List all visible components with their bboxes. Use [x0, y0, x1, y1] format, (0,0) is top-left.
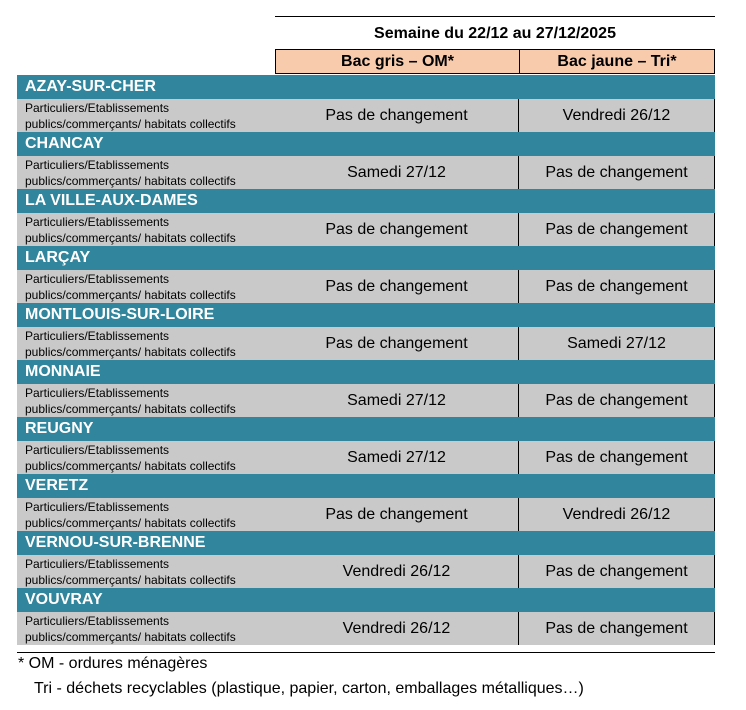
tri-cell: Samedi 27/12 [519, 327, 715, 360]
commune-header [17, 474, 715, 498]
commune-header [17, 417, 715, 441]
table-row [17, 213, 715, 246]
row-label-line1: Particuliers/Etablissements [25, 329, 170, 343]
row-label [17, 99, 275, 132]
table-row [17, 99, 715, 132]
om-cell: Pas de changement [275, 327, 519, 360]
commune-name: AZAY-SUR-CHER [25, 78, 156, 95]
table-row [17, 555, 715, 588]
commune-block [17, 132, 715, 189]
commune-block [17, 588, 715, 645]
commune-header [17, 360, 715, 384]
commune-block [17, 189, 715, 246]
commune-name: LA VILLE-AUX-DAMES [25, 192, 198, 209]
commune-name: LARÇAY [25, 249, 91, 266]
row-label-line2: publics/commerçants/ habitats collectifs [25, 345, 236, 359]
commune-block [17, 75, 715, 132]
row-label [17, 555, 275, 588]
tri-cell: Pas de changement [519, 441, 715, 474]
column-header-tri: Bac jaune – Tri* [519, 49, 715, 74]
commune-block [17, 360, 715, 417]
om-cell: Pas de changement [275, 498, 519, 531]
commune-block [17, 531, 715, 588]
om-cell: Vendredi 26/12 [275, 555, 519, 588]
table-row [17, 612, 715, 645]
commune-header [17, 132, 715, 156]
om-cell: Vendredi 26/12 [275, 612, 519, 645]
table-row [17, 327, 715, 360]
row-label-line1: Particuliers/Etablissements [25, 500, 170, 514]
row-label-line1: Particuliers/Etablissements [25, 272, 170, 286]
commune-header [17, 588, 715, 612]
row-label-line1: Particuliers/Etablissements [25, 386, 170, 400]
commune-header [17, 246, 715, 270]
commune-header [17, 75, 715, 99]
row-label-line2: publics/commerçants/ habitats collectifs [25, 288, 236, 302]
commune-name: MONNAIE [25, 363, 101, 380]
commune-name: VERETZ [25, 477, 89, 494]
commune-block [17, 417, 715, 474]
row-label [17, 156, 275, 189]
table-row [17, 498, 715, 531]
commune-name: CHANCAY [25, 135, 104, 152]
tri-cell: Pas de changement [519, 384, 715, 417]
row-label [17, 213, 275, 246]
commune-name: VOUVRAY [25, 591, 103, 608]
tri-cell: Pas de changement [519, 156, 715, 189]
row-label [17, 270, 275, 303]
row-label-line2: publics/commerçants/ habitats collectifs [25, 231, 236, 245]
commune-name: VERNOU-SUR-BRENNE [25, 534, 206, 551]
row-label [17, 612, 275, 645]
commune-header [17, 303, 715, 327]
table-row [17, 156, 715, 189]
tri-cell: Pas de changement [519, 213, 715, 246]
tri-cell: Pas de changement [519, 612, 715, 645]
row-label-line2: publics/commerçants/ habitats collectifs [25, 459, 236, 473]
table-row [17, 384, 715, 417]
row-label-line1: Particuliers/Etablissements [25, 443, 170, 457]
commune-block [17, 246, 715, 303]
row-label-line2: publics/commerçants/ habitats collectifs [25, 516, 236, 530]
tri-cell: Vendredi 26/12 [519, 99, 715, 132]
row-label-line2: publics/commerçants/ habitats collectifs [25, 630, 236, 644]
commune-block [17, 474, 715, 531]
commune-name: MONTLOUIS-SUR-LOIRE [25, 306, 215, 323]
om-cell: Samedi 27/12 [275, 156, 519, 189]
tri-cell: Pas de changement [519, 555, 715, 588]
table-row [17, 441, 715, 474]
week-title: Semaine du 22/12 au 27/12/2025 [275, 16, 715, 50]
commune-header [17, 531, 715, 555]
column-header-om: Bac gris – OM* [275, 49, 519, 74]
row-label [17, 498, 275, 531]
note-tri: Tri - déchets recyclables (plastique, papier, carton, emballages métalliques…) [34, 680, 584, 697]
om-cell: Pas de changement [275, 270, 519, 303]
tri-cell: Vendredi 26/12 [519, 498, 715, 531]
note-om: * OM - ordures ménagères [18, 655, 208, 672]
om-cell: Pas de changement [275, 213, 519, 246]
row-label-line2: publics/commerçants/ habitats collectifs [25, 573, 236, 587]
schedule-table [17, 75, 715, 645]
tri-cell: Pas de changement [519, 270, 715, 303]
commune-header [17, 189, 715, 213]
row-label-line1: Particuliers/Etablissements [25, 158, 170, 172]
row-label-line2: publics/commerçants/ habitats collectifs [25, 174, 236, 188]
om-cell: Samedi 27/12 [275, 441, 519, 474]
table-row [17, 270, 715, 303]
row-label [17, 327, 275, 360]
row-label [17, 441, 275, 474]
row-label-line1: Particuliers/Etablissements [25, 215, 170, 229]
row-label [17, 384, 275, 417]
commune-name: REUGNY [25, 420, 94, 437]
row-label-line1: Particuliers/Etablissements [25, 101, 170, 115]
commune-block [17, 303, 715, 360]
om-cell: Pas de changement [275, 99, 519, 132]
row-label-line2: publics/commerçants/ habitats collectifs [25, 117, 236, 131]
row-label-line1: Particuliers/Etablissements [25, 557, 170, 571]
om-cell: Samedi 27/12 [275, 384, 519, 417]
row-label-line1: Particuliers/Etablissements [25, 614, 170, 628]
table-bottom-rule [17, 652, 715, 653]
row-label-line2: publics/commerçants/ habitats collectifs [25, 402, 236, 416]
